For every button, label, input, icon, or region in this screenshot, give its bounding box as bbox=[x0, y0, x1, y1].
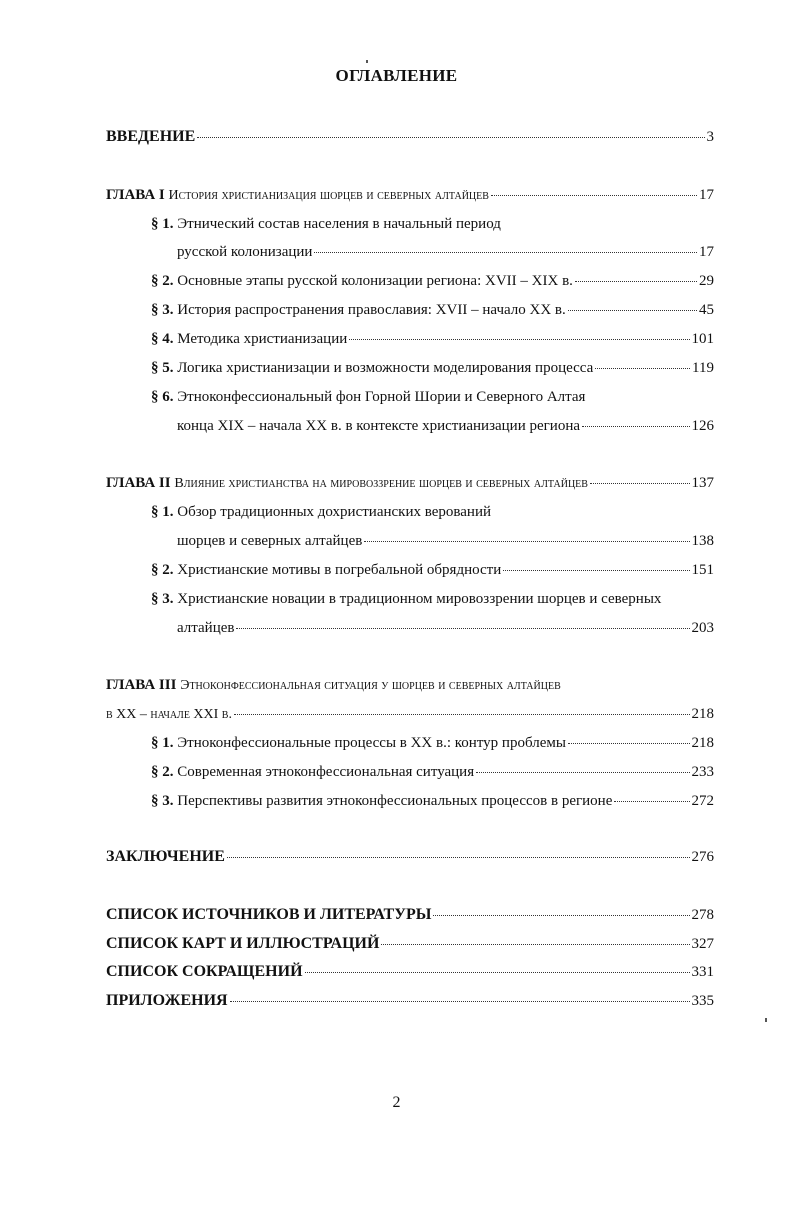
toc-section-3-2[interactable] bbox=[151, 763, 714, 781]
toc-page: 17 bbox=[699, 244, 714, 260]
scan-mark bbox=[765, 1018, 767, 1022]
toc-page: 327 bbox=[691, 936, 714, 952]
leader-dots bbox=[476, 772, 689, 773]
toc-label: ВВЕДЕНИЕ bbox=[106, 128, 196, 145]
section-title: Этноконфессиональный фон Горной Шории и Северного Алтая bbox=[177, 389, 586, 405]
section-number: § 2. bbox=[151, 273, 174, 289]
toc-section-1-6[interactable] bbox=[177, 417, 714, 435]
toc-section-1-6-line1[interactable] bbox=[151, 388, 585, 406]
chapter-label: ГЛАВА I bbox=[106, 187, 165, 203]
leader-dots bbox=[305, 972, 690, 973]
leader-dots bbox=[568, 310, 697, 311]
leader-dots bbox=[614, 801, 689, 802]
section-number: § 4. bbox=[151, 331, 174, 347]
toc-maps[interactable] bbox=[106, 935, 714, 953]
toc-page: 218 bbox=[691, 706, 714, 722]
toc-intro[interactable] bbox=[106, 128, 714, 146]
chapter-title: Этноконфессиональная ситуация у шорцев и северных алтайцев bbox=[180, 678, 561, 693]
section-number: § 3. bbox=[151, 591, 174, 607]
toc-abbreviations[interactable] bbox=[106, 963, 714, 981]
toc-chapter-3-line1[interactable] bbox=[106, 676, 561, 695]
leader-dots bbox=[236, 628, 689, 629]
leader-dots bbox=[582, 426, 689, 427]
toc-section-1-1[interactable] bbox=[177, 243, 714, 261]
toc-page: 3 bbox=[706, 129, 714, 145]
toc-label: ПРИЛОЖЕНИЯ bbox=[106, 992, 228, 1009]
toc-section-3-1[interactable] bbox=[151, 734, 714, 752]
section-title: русской колонизации bbox=[177, 244, 313, 260]
section-number: § 1. bbox=[151, 216, 174, 232]
section-title: шорцев и северных алтайцев bbox=[177, 533, 363, 549]
section-number: § 5. bbox=[151, 360, 174, 376]
toc-page: 272 bbox=[691, 793, 714, 809]
toc-page: 29 bbox=[699, 273, 714, 289]
section-title: Этнический состав населения в начальный период bbox=[177, 216, 501, 232]
toc-page: 45 bbox=[699, 302, 714, 318]
section-title: Перспективы развития этноконфессиональных процессов в регионе bbox=[177, 793, 613, 809]
leader-dots bbox=[364, 541, 689, 542]
toc-section-2-1-line1[interactable] bbox=[151, 503, 491, 521]
toc-section-3-3[interactable] bbox=[151, 792, 714, 810]
toc-page: 138 bbox=[691, 533, 714, 549]
leader-dots bbox=[314, 252, 697, 253]
section-number: § 3. bbox=[151, 302, 174, 318]
leader-dots bbox=[568, 743, 690, 744]
toc-page: 276 bbox=[691, 849, 714, 865]
toc-chapter-3[interactable] bbox=[106, 705, 714, 724]
leader-dots bbox=[197, 137, 704, 138]
toc-conclusion[interactable] bbox=[106, 848, 714, 866]
section-title: Методика христианизации bbox=[177, 331, 348, 347]
chapter-title: в XX – начале XXI в. bbox=[106, 707, 232, 722]
section-number: § 3. bbox=[151, 793, 174, 809]
toc-section-1-3[interactable] bbox=[151, 301, 714, 319]
toc-section-1-1-line1[interactable] bbox=[151, 215, 501, 233]
leader-dots bbox=[590, 483, 690, 484]
toc-label: ЗАКЛЮЧЕНИЕ bbox=[106, 848, 225, 865]
toc-section-2-3[interactable] bbox=[177, 619, 714, 637]
toc-label: СПИСОК СОКРАЩЕНИЙ bbox=[106, 963, 303, 980]
toc-page: 101 bbox=[691, 331, 714, 347]
section-number: § 2. bbox=[151, 764, 174, 780]
section-title: Основные этапы русской колонизации региона: XVII – XIX в. bbox=[177, 273, 573, 289]
section-title: История распространения православия: XVII – начало XX в. bbox=[177, 302, 566, 318]
toc-label: СПИСОК ИСТОЧНИКОВ И ЛИТЕРАТУРЫ bbox=[106, 906, 432, 923]
toc-chapter-2[interactable] bbox=[106, 474, 714, 493]
toc-page: 335 bbox=[691, 993, 714, 1009]
toc-section-1-4[interactable] bbox=[151, 330, 714, 348]
page-title: ОГЛАВЛЕНИЕ bbox=[335, 66, 458, 85]
toc-page: 126 bbox=[691, 418, 714, 434]
leader-dots bbox=[234, 714, 690, 715]
section-title: Христианские новации в традиционном мировоззрении шорцев и северных bbox=[177, 591, 662, 607]
chapter-title: История христианизация шорцев и северных алтайцев bbox=[168, 188, 489, 203]
page-number: 2 bbox=[392, 1094, 401, 1111]
leader-dots bbox=[381, 944, 689, 945]
section-number: § 1. bbox=[151, 735, 174, 751]
toc-appendix[interactable] bbox=[106, 992, 714, 1010]
section-number: § 1. bbox=[151, 504, 174, 520]
leader-dots bbox=[503, 570, 689, 571]
section-number: § 6. bbox=[151, 389, 174, 405]
toc-page: 278 bbox=[691, 907, 714, 923]
section-title: алтайцев bbox=[177, 620, 235, 636]
chapter-label: ГЛАВА III bbox=[106, 677, 177, 693]
leader-dots bbox=[433, 915, 689, 916]
chapter-label: ГЛАВА II bbox=[106, 475, 171, 491]
toc-section-2-2[interactable] bbox=[151, 561, 714, 579]
toc-page: 151 bbox=[691, 562, 714, 578]
leader-dots bbox=[349, 339, 689, 340]
leader-dots bbox=[230, 1001, 690, 1002]
toc-section-2-3-line1[interactable] bbox=[151, 590, 661, 608]
section-title: Христианские мотивы в погребальной обрядности bbox=[177, 562, 502, 578]
chapter-title: Влияние христианства на мировоззрение шорцев и северных алтайцев bbox=[174, 476, 588, 491]
toc-page: 137 bbox=[691, 475, 714, 491]
toc-page: 233 bbox=[691, 764, 714, 780]
leader-dots bbox=[575, 281, 697, 282]
toc-chapter-1[interactable] bbox=[106, 186, 714, 205]
section-title: Обзор традиционных дохристианских верований bbox=[177, 504, 492, 520]
toc-section-1-2[interactable] bbox=[151, 272, 714, 290]
toc-label: СПИСОК КАРТ И ИЛЛЮСТРАЦИЙ bbox=[106, 935, 380, 952]
section-title: Современная этноконфессиональная ситуация bbox=[177, 764, 475, 780]
section-title: Этноконфессиональные процессы в XX в.: контур проблемы bbox=[177, 735, 566, 751]
toc-section-1-5[interactable] bbox=[151, 359, 714, 377]
toc-page: 119 bbox=[692, 360, 714, 376]
leader-dots bbox=[227, 857, 690, 858]
leader-dots bbox=[595, 368, 690, 369]
toc-sources[interactable] bbox=[106, 906, 714, 924]
scan-mark bbox=[366, 60, 368, 63]
toc-page: 203 bbox=[691, 620, 714, 636]
toc-section-2-1[interactable] bbox=[177, 532, 714, 550]
section-title: конца XIX – начала XX в. в контексте христианизации региона bbox=[177, 418, 581, 434]
section-title: Логика христианизации и возможности моделирования процесса bbox=[177, 360, 594, 376]
toc-page: 331 bbox=[691, 964, 714, 980]
toc-page: 218 bbox=[691, 735, 714, 751]
leader-dots bbox=[491, 195, 697, 196]
toc-page: 17 bbox=[699, 187, 714, 203]
section-number: § 2. bbox=[151, 562, 174, 578]
